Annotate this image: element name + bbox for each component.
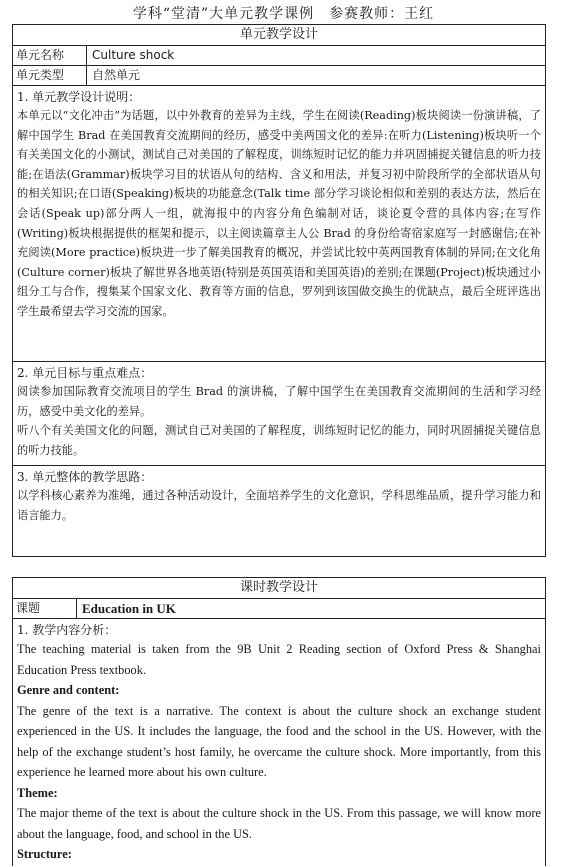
- structure-heading: Structure:: [17, 847, 72, 861]
- unit-description-section: [13, 86, 545, 362]
- unit-goals-body-2: 听八个有关美国文化的问题，测试自己对美国的了解程度，训练短时记忆的能力，同时巩固捕捉关键信息的听力技能。: [17, 424, 541, 457]
- unit-type-label: 单元类型: [13, 66, 87, 85]
- unit-goals-body: 阅读参加国际教育交流项目的学生 Brad 的演讲稿，了解中国学生在美国教育交流期间的生活和学习经历，感受中美文化的差异。: [17, 385, 541, 418]
- unit-design-title: 单元教学设计: [13, 25, 545, 46]
- unit-approach-title: 3. 单元整体的教学思路：: [17, 470, 153, 484]
- lesson-topic-value: Education in UK: [82, 601, 176, 616]
- lesson-intro: The teaching material is taken from the 9B Unit 2 Reading section of Oxford Press & Shanghai Education Press textbook.: [17, 642, 541, 677]
- lesson-content-section: [13, 619, 545, 867]
- lesson-design-table: [12, 577, 546, 866]
- unit-approach-section: [13, 466, 545, 562]
- theme-body: The major theme of the text is about the culture shock in the US. From this passage, we will know more about the language, food, and school in the US.: [17, 806, 541, 841]
- unit-name-value: Culture shock: [92, 48, 175, 62]
- unit-type-row: [13, 66, 545, 86]
- unit-type-value: 自然单元: [92, 68, 141, 82]
- unit-name-row: [13, 46, 545, 66]
- lesson-topic-row: [13, 599, 545, 619]
- unit-design-table: [12, 24, 546, 557]
- lesson-topic-label: 课题: [13, 599, 77, 618]
- unit-goals-section: [13, 362, 545, 466]
- unit-description-body: 本单元以“文化冲击”为话题，以中外教育的差异为主线，学生在阅读(Reading)板块阅读一份演讲稿，了解中国学生 Brad 在美国教育交流期间的经历，感受中美两国文化的差异:在听力(Listening)板块听一个有关美国文化的小测试，测试自己对美国的了解程度，训练短时记忆的能力并巩固捕捉关键信息的听力技能;在语法(Grammar)板块学习目的状语从句的结构、含义和用法，并复习初中阶段所学的全部状语从句的相关知识;在口语(Speaking)板块的功能意念(Talk time 部分学习谈论相似和差别的表达方法，然后在会话(Speak up)部分两人一组，就海报中的内容分角色编制对话，谈论夏令营的具体内容;在写作(Writing)板块根据提供的框架和提示，以主阅读篇章主人公 Brad 的身份给寄宿家庭写一封感谢信;在补充阅读(More practice)板块进一步了解美国教育的概况，并尝试比较中英两国教育体制的异同;在文化角(Culture corner)板块了解世界各地英语(特别是英国英语和美国英语)的差别;在课题(Project)板块通过小组分工与合作，搜集某个国家文化、教育等方面的信息，罗列到该国做交换生的优缺点，最后全班评选出学生最希望去学习交流的国家。: [17, 109, 541, 318]
- lesson-design-title: 课时教学设计: [13, 578, 545, 599]
- unit-approach-body: 以学科核心素养为准绳，通过各种活动设计，全面培养学生的文化意识，学科思维品质，提升学习能力和语言能力。: [17, 489, 541, 522]
- genre-body: The genre of the text is a narrative. The context is about the culture shock an exchange student experienced in the US. It includes the language, the food and the school in the US. However, with the help of the exchange student’s host family, he overcame the culture shock. More importantly, from this experience he learned more about his own culture.: [17, 703, 541, 779]
- unit-name-label: 单元名称: [13, 46, 87, 65]
- unit-goals-title: 2. 单元目标与重点难点：: [17, 366, 153, 380]
- genre-heading: Genre and content:: [17, 683, 120, 697]
- unit-description-title: 1. 单元教学设计说明：: [17, 90, 141, 104]
- page-header: 学科“堂清”大单元教学课例 参赛教师：王红: [132, 6, 435, 22]
- lesson-content-title: 1. 教学内容分析：: [17, 623, 117, 637]
- theme-heading: Theme:: [17, 785, 58, 800]
